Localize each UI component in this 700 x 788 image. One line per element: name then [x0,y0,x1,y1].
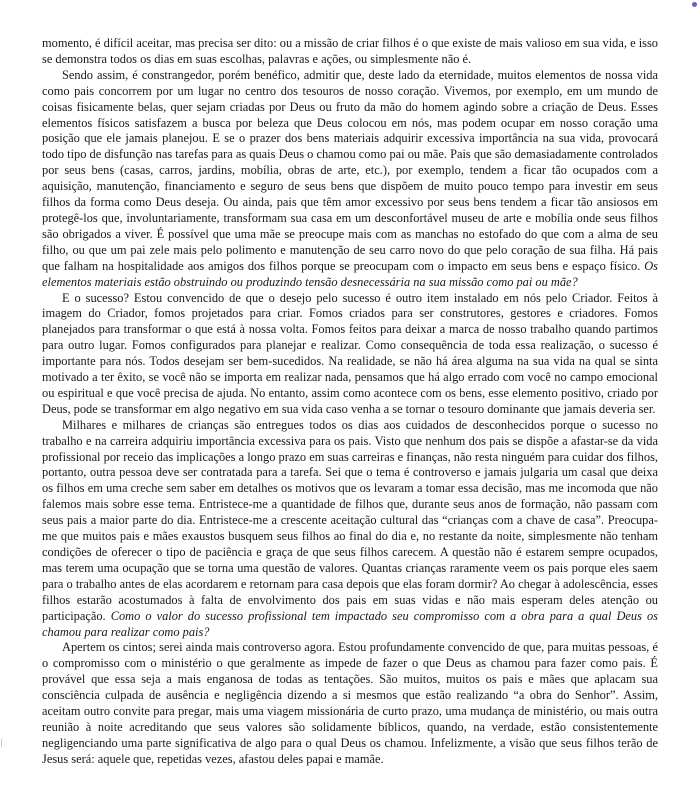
paragraph-4: Milhares e milhares de crianças são entregues todos os dias aos cuidados de desconhecidos porque o sucesso no trabalho e na carreira adquiriu importância excessiva para os pais. Visto que nenhum dos pais se dispõe a afastar-se da vida profissional por receio das implicações a longo prazo em suas carreiras e finanças, não resta ninguém para cuidar dos filhos, portanto, outra pessoa deve ser contratada para a tarefa. Sei que o tema é controverso e jamais julgaria um casal que deixa os filhos em uma creche sem saber em detalhes os motivos que os levaram a tomar essa decisão, mas me incomoda que não falemos mais sobre esse tema. Entristece-me a quantidade de filhos que, durante seus anos de formação, não passam com seus pais a maior parte do dia. Entristece-me a crescente aceitação cultural das “crianças com a chave de casa”. Preocupa-me que muitos pais e mães exaustos busquem seus filhos ao final do dia e, no restante da noite, simplesmente não tenham condições de oferecer o tipo de paciência e graça de que seus filhos carecem. A questão não é estarem sempre ocupados, mas terem uma ocupação que se torna uma questão de valores. Quantas crianças raramente veem os pais porque eles saem para o trabalho antes de elas acordarem e retornam para casa depois que elas foram dormir? Ao chegar à adolescência, esses filhos estarão acostumados à falta de envolvimento dos pais em suas vidas e não mais esperam deles atenção ou participação. Como o valor do sucesso profissional tem impactado seu compromisso com a obra para a qual Deus os chamou para realizar como pais? [42,417,658,639]
paragraph-1: momento, é difícil aceitar, mas precisa ser dito: ou a missão de criar filhos é o que existe de mais valioso em sua vida, e isso se demonstra todos os dias em suas escolhas, palavras e ações, ou simplesmente não é. [42,36,658,66]
corner-marker-dot [692,2,697,7]
document-body [42,36,658,768]
paragraph-2-question: Os elementos materiais estão obstruindo ou produzindo tensão desnecessária na sua missão como pai ou mãe? [42,258,658,289]
paragraph-3: E o sucesso? Estou convencido de que o desejo pelo sucesso é outro item instalado em nós pelo Criador. Feitos à imagem do Criador, fomos projetados para criar. Fomos criados para ser construtores, gestores e criadores. Fomos planejados para transformar o que está à nossa volta. Fomos feitos para deixar a marca de nosso trabalho quando partimos para outro lugar. Fomos configurados para planejar e realizar. Como consequência de toda essa realização, o sucesso é importante para nós. Todos desejam ser bem-sucedidos. Na realidade, se não há área alguma na sua vida na qual se sinta motivado a ter êxito, se você não se importa em realizar nada, pensamos que há algo errado com você no campo emocional ou espiritual e que você precisa de ajuda. No entanto, assim como acontece com os bens, esse elemento positivo, criado por Deus, pode se transformar em algo negativo em sua vida caso venha a se tornar o tesouro dominante que jamais deveria ser. [42,290,658,416]
paragraph-5: Apertem os cintos; serei ainda mais controverso agora. Estou profundamente convencido de que, para muitas pessoas, é o compromisso com o ministério o que geralmente as impede de fazer o que Deus as chamou para fazer como pais. É provável que essa seja a mais enganosa de todas as tentações. São muitos, muitos os pais e mães que aplacam sua consciência culpada de ausência e negligência dizendo a si mesmos que estão realizando “a obra do Senhor”. Assim, aceitam outro convite para pregar, mais uma viagem missionária de curto prazo, uma mudança de ministério, ou mais outra reunião à noite acreditando que seus valores são solidamente bíblicos, quando, na verdade, estão consistentemente negligenciando uma parte significativa de algo para o qual Deus os chamou. Infelizmente, a visão que seus filhos terão de Jesus será: aquele que, repetidas vezes, afastou deles papai e mamãe. [42,640,658,766]
paragraph-4-question: Como o valor do sucesso profissional tem impactado seu compromisso com a obra para a qual Deus os chamou para realizar como pais? [42,608,658,639]
margin-tick-mark [1,739,5,747]
paragraph-2: Sendo assim, é constrangedor, porém benéfico, admitir que, deste lado da eternidade, muitos elementos de nossa vida como pais concorrem por um lugar no centro dos tesouros de nosso coração. Vivemos, por exemplo, em um mundo de coisas fisicamente belas, quer sejam criadas por Deus ou fruto da mão do homem agindo sobre a criação de Deus. Esses elementos físicos satisfazem a busca por beleza que Deus colocou em nós, mas podem ocupar em nosso coração uma posição que ele jamais planejou. E se o prazer dos bens materiais adquirir excessiva importância na sua vida, provocará todo tipo de disfunção nas tarefas para as quais Deus o chamou como pai ou mãe. Pais que são demasiadamente controlados por seus bens (casas, carros, jardins, mobília, obras de arte, etc.), por exemplo, tendem a ficar tão ocupados com a aquisição, manutenção, financiamento e seguro de seus bens que dispõem de muito pouco tempo para investir em seus filhos da forma como Deus deseja. Ou ainda, pais que têm amor excessivo por seus bens tendem a ficar tão ansiosos em protegê-los que, involuntariamente, transformam sua casa em um desconfortável museu de arte e mobília onde seus filhos são obrigados a viver. É possível que uma mãe se preocupe mais com as manchas no estofado do que com a alma de seu filho, ou que um pai zele mais pelo polimento e manutenção de seu carro novo do que pelo coração de sua filha. Há pais que falham na hospitalidade aos amigos dos filhos porque se preocupam com o impacto em seus bens e espaço físico. Os elementos materiais estão obstruindo ou produzindo tensão desnecessária na sua missão como pai ou mãe? [42,67,658,289]
